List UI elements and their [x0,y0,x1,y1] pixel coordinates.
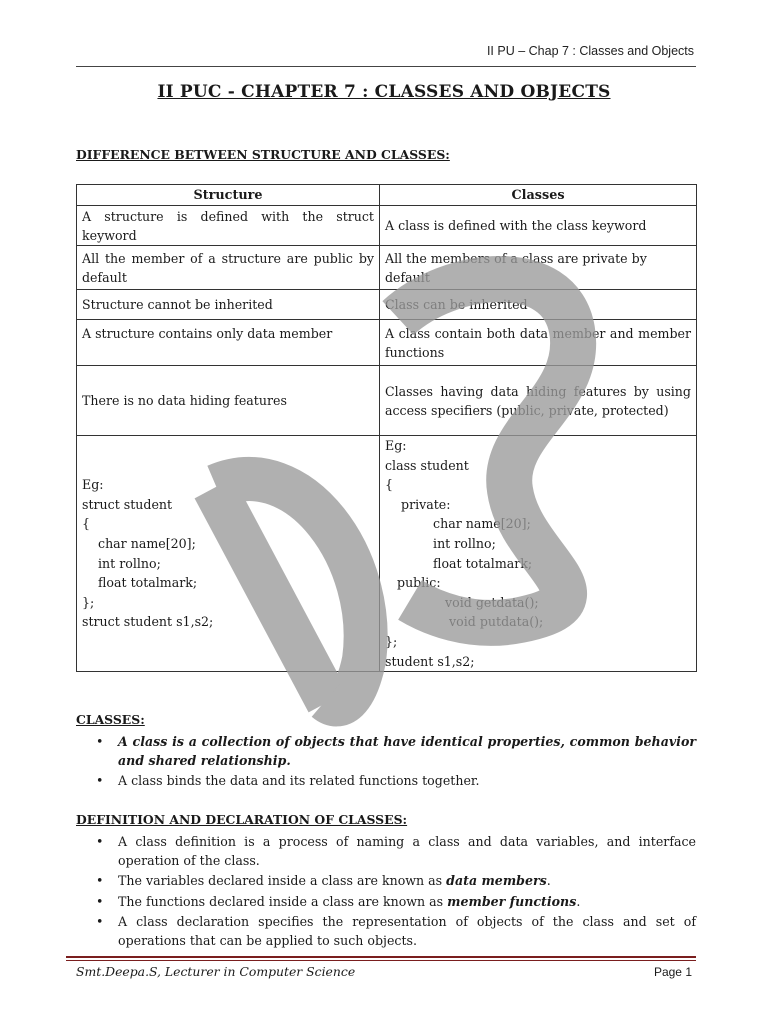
table-row [77,290,697,320]
classes-bullet-list [76,732,696,792]
bullet-icon: • [96,734,104,749]
table-row [77,246,697,290]
bullet-icon: • [96,893,104,909]
running-header: II PU – Chap 7 : Classes and Objects [486,44,694,58]
punctuation: . [546,873,551,889]
comparison-table [76,184,697,672]
table-cell: Structure cannot be inherited [77,290,380,320]
bullet-icon: • [96,913,104,929]
table-cell: A class is defined with the class keyword [380,206,697,246]
list-item [76,732,696,770]
column-header: Classes [380,185,697,206]
header-rule [76,66,696,67]
page-title: II PUC - CHAPTER 7 : CLASSES AND OBJECTS [157,82,611,102]
table-row [77,366,697,436]
section-heading-difference: DIFFERENCE BETWEEN STRUCTURE AND CLASSES: [76,147,450,162]
list-item-text: A class binds the data and its related functions together. [118,773,480,789]
class-example-code [380,436,697,672]
table-cell: A class contain both data member and member functions [380,320,697,366]
struct-example-text: Eg: struct student { char name[20]; int rollno; float totalmark; }; struct student s1,s2; [82,477,214,630]
table-cell: A structure is defined with the struct keyword [77,206,380,246]
bullet-icon: • [96,773,104,789]
list-item-text: A class definition is a process of naming a class and data variables, and interface operation of the class. [118,834,696,869]
column-header: Structure [77,185,380,206]
class-example-text: Eg: class student { private: char name[20]; int rollno; float totalmark; public: void getdata(); void putdata(); }; student s1,s2; [385,438,544,669]
punctuation: . [576,893,581,909]
list-item [76,832,696,870]
footer-rule [66,956,696,958]
table-row [77,320,697,366]
list-item-text: A class declaration specifies the representation of objects of the class and set of operations that can be applied to such objects. [118,913,696,949]
table-cell: There is no data hiding features [77,366,380,436]
bullet-icon: • [96,834,104,849]
table-header-row [77,185,697,206]
list-item-text: The functions declared inside a class are known as [118,893,448,909]
table-row [77,206,697,246]
definition-bullet-list [76,832,696,951]
table-cell: Classes having data hiding features by using access specifiers (public, private, protected) [380,366,697,436]
list-item [76,871,696,890]
list-item [76,912,696,950]
list-item-text: A class is a collection of objects that have identical properties, common behavior and shared relationship. [118,734,696,769]
table-cell: All the members of a class are private by default [380,246,697,290]
list-item [76,771,696,790]
list-item-text: The variables declared inside a class are known as [118,873,447,889]
section-heading-definition: DEFINITION AND DECLARATION OF CLASSES: [76,812,408,827]
emphasis-text: data members [446,873,547,889]
table-cell: Class can be inherited [380,290,697,320]
emphasis-text: member functions [447,893,577,909]
bullet-icon: • [96,873,104,889]
page-number: Page 1 [653,965,692,979]
table-row-example [77,436,697,672]
footer-rule [66,960,696,961]
table-cell: All the member of a structure are public by default [77,246,380,290]
section-heading-classes: CLASSES: [76,712,145,727]
list-item [76,892,696,911]
table-cell: A structure contains only data member [77,320,380,366]
struct-example-code [77,436,380,672]
footer-author: Smt.Deepa.S, Lecturer in Computer Science [76,964,356,979]
